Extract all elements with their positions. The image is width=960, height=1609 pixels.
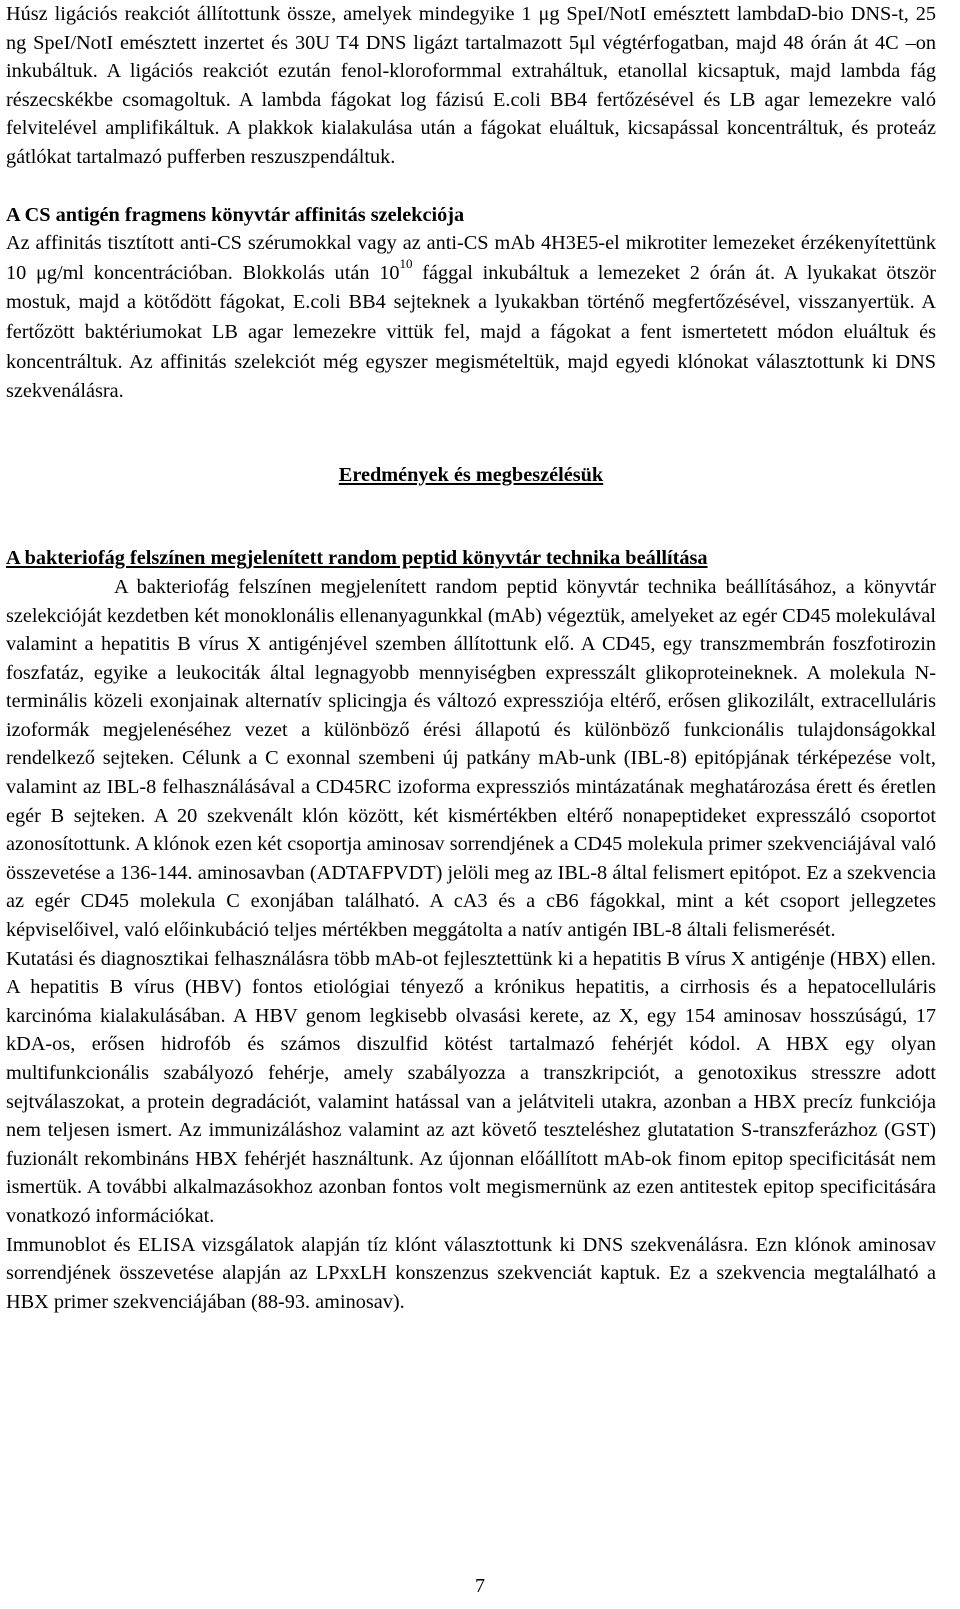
results-paragraph-hbx: Kutatási és diagnosztikai felhasználásra több mAb-ot fejlesztettünk ki a hepatitis B vírus X antigénje (HBX) ellen. A hepatitis B vírus (HBV) fontos etiológiai tényező a krónikus hepatitis, a cirrhosis és a hepatocelluláris karcinóma kialakulásában. A HBV genom legkisebb olvasási kerete, az X, egy 154 aminosav hosszúságú, 17 kDA-os, erősen hidrofób és számos diszulfid kötést tartalmazó fehérjét kódol. A HBX egy olyan multifunkcionális szabályozó fehérje, amely szabályozza a transzkripciót, a genotoxikus stresszre adott sejtválaszokat, a protein degradációt, valamint hatással van a jelátviteli utakra, azonban a HBX precíz funkciója nem teljesen ismert. Az immunizáláshoz valamint az azt követő teszteléshez glutatation S-transzferázhoz (GST) fuzionált rekombináns HBX fehérjét használtunk. Az újonnan előállított mAb-ok finom epitop specificitását nem ismertük. A további alkalmazásokhoz azonban fontos volt megismernünk az ezen antitestek epitop specificitására vonatkozó információkat. xyxy=(6,947,936,1227)
spacer xyxy=(6,407,936,461)
document-page xyxy=(6,0,936,1316)
spacer xyxy=(6,172,936,201)
spacer xyxy=(6,489,936,544)
page-number: 7 xyxy=(475,1575,485,1597)
results-paragraph-cd45: A bakteriofág felszínen megjelenített random peptid könyvtár technika beállításához, a könyvtár szelekcióját kezdetben két monoklonális ellenanyagunkkal (mAb) végeztük, amelyeket az egér CD45 molekulával valamint a hepatitis B vírus X antigénjével szemben állítottunk elő. A CD45, egy transzmembrán foszfotirozin foszfatáz, egyike a leukociták által legnagyobb mennyiségben expresszált glikoproteineknek. A molekula N-terminális közeli exonjainak alternatív splicingja és változó expressziója eltérő, erősen glikozilált, extracelluláris izoformák megjelenéséhez vezet a különböző érési állapotú és különböző funkcionális tulajdonságokkal rendelkező sejteken. Célunk a C exonnal szembeni új patkány mAb-unk (IBL-8) epitópjának térképezése volt, valamint az IBL-8 felhasználásával a CD45RC izoforma expressziós mintázatának meghatározása érett és éretlen egér B sejteken. A 20 szekvenált klón között, két kismértékben eltérő nonapeptideket expresszáló csoportot azonosítottunk. A klónok ezen két csoportja aminosav sorrendjének a CD45 molekula primer szekvenciájával való összevetése a 136-144. aminosavban (ADTAFPVDT) jelöli meg az IBL-8 által felismert epitópot. Ez a szekvencia az egér CD45 molekula C exonjában található. A cA3 és a cB6 fágokkal, mint a két csoport jellegzetes képviselőivel, való előinkubáció teljes mértékben meggátolta a natív antigén IBL-8 általi felismerését. xyxy=(6,575,936,942)
subsection-heading-phage-display: A bakteriofág felszínen megjelenített random peptid könyvtár technika beállítása xyxy=(6,547,708,570)
methods-paragraph-ligation: Húsz ligációs reakciót állítottunk össze, amelyek mindegyike 1 μg SpeI/NotI emésztett lambdaD-bio DNS-t, 25 ng SpeI/NotI emésztett inzertet és 30U T4 DNS ligázt tartalmazott 5μl végtérfogatban, majd 48 órán át 4C –on inkubáltuk. A ligációs reakciót ezután fenol-kloroformmal extraháltuk, etanollal kicsaptuk, majd lambda fág részecskékbe csomagoltuk. A lambda fágokat log fázisú E.coli BB4 fertőzésével és LB agar lemezekre való felvitelével amplifikáltuk. A plakkok kialakulása után a fágokat eluáltuk, kicsapással koncentráltuk, és proteáz gátlókat tartalmazó pufferben reszuszpendáltuk. xyxy=(6,3,936,168)
affinity-text-part-2: fággal inkubáltuk a lemezeket 2 órán át. A lyukakat ötször mostuk, majd a kötődött fágokat, E.coli BB4 sejteknek a lyukakban történő megfertőzésével, visszanyertük. A fertőzött baktériumokat LB agar lemezekre vittük fel, majd a fágokat a fent ismertetett módon eluáltuk és koncentráltuk. Az affinitás szelekciót még egyszer megismételtük, majd egyedi klónokat választottunk ki DNS szekvenálásra. xyxy=(6,261,936,403)
results-paragraph-sequencing: Immunoblot és ELISA vizsgálatok alapján tíz klónt választottunk ki DNS szekvenálásra. Ezn klónok aminosav sorrendjének összevetése alapján az LPxxLH konszenzus szekvenciát kaptuk. Ez a szekvencia megtalálható a HBX primer szekvenciájában (88-93. aminosav). xyxy=(6,1233,936,1313)
exponent-superscript: 10 xyxy=(399,255,413,271)
section-heading-cs-antigen: A CS antigén fragmens könyvtár affinitás szelekciója xyxy=(6,203,465,226)
results-section-title: Eredmények és megbeszélésük xyxy=(338,463,604,486)
affinity-text-part-1: Az affinitás tisztított anti-CS szérumokkal vagy az anti-CS mAb 4H3E5-el mikrotiter lemezeket érzékenyítettünk 10 μg/ml koncentrációban. Blokkolás után 10 xyxy=(6,232,936,284)
methods-paragraph-affinity xyxy=(6,229,936,407)
